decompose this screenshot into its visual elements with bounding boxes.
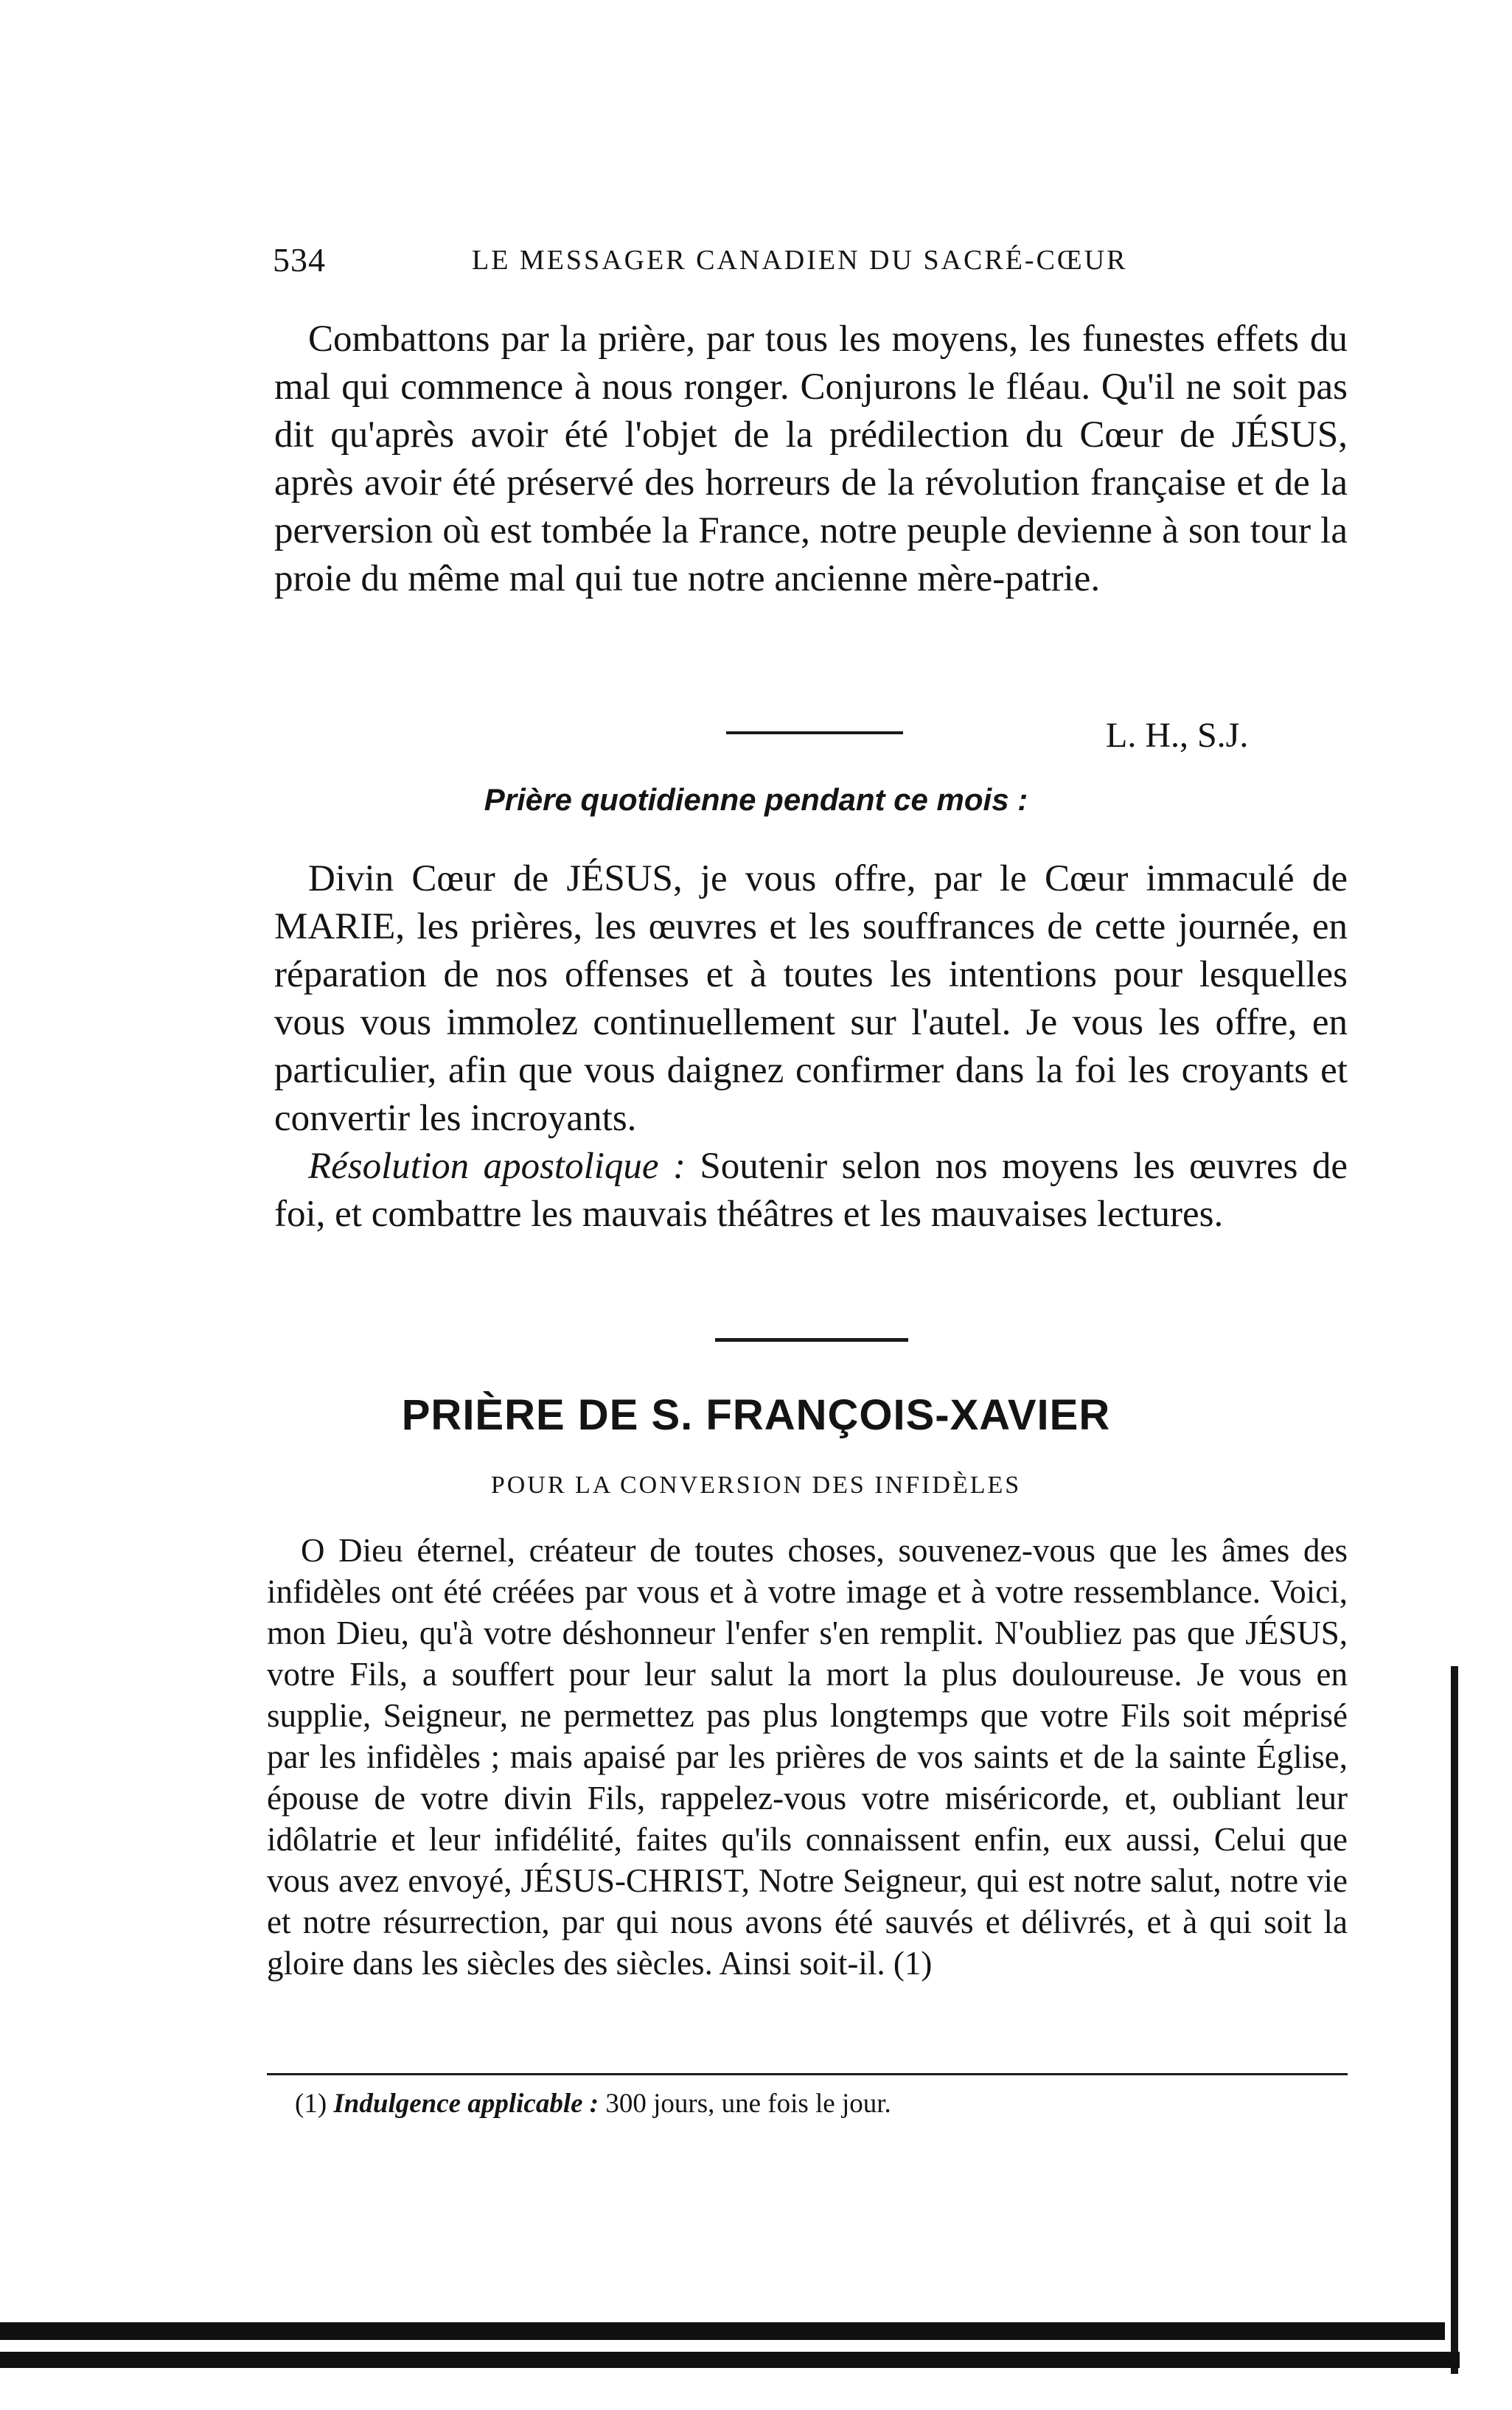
xavier-prayer-block [267,1530,1348,1984]
scan-bottom-border [0,2322,1445,2340]
resolution-paragraph [274,1143,1348,1239]
separator-rule-short [726,731,903,734]
daily-prayer-heading: Prière quotidienne pendant ce mois : [484,782,1028,817]
resolution-label: Résolution apostolique : [308,1146,686,1187]
conclusion-paragraph: Combattons par la prière, par tous les moyens, les funestes effets du mal qui commence à nous ronger. Conjurons le fléau. Qu'il ne soit pas dit qu'après avoir été l'objet de la prédilection du Cœur de JÉSUS, après avoir été préservé des horreurs de la révolution française et de la perversion où est tombée la France, notre peuple devienne à son tour la proie du même mal qui tue notre ancienne mère-patrie. [274,318,1348,599]
daily-prayer-text: Divin Cœur de JÉSUS, je vous offre, par le Cœur immaculé de MARIE, les prières, les œuvres et les souffrances de cette journée, en réparation de nos offenses et à toutes les intentions pour lesquelles vous vous immolez continuellement sur l'autel. Je vous les offre, en particulier, afin que vous daignez confirmer dans la foi les croyants et convertir les incroyants. [274,858,1348,1139]
author-signature: L. H., S.J. [1106,716,1249,755]
scan-bottom-border-lower [0,2352,1460,2368]
xavier-prayer-text: O Dieu éternel, créateur de toutes choses, souvenez-vous que les âmes des infidèles ont été créées par vous et à votre image et à votre ressemblance. Voici, mon Dieu, qu'à votre déshonneur l'enfer s'en remplit. N'oubliez pas que JÉSUS, votre Fils, a souffert pour leur salut la mort la plus douloureuse. Je vous en supplie, Seigneur, ne permettez pas plus longtemps que votre Fils soit méprisé par les infidèles ; mais apaisé par les prières de vos saints et de la sainte Église, épouse de votre divin Fils, rappelez-vous votre miséricorde, et, oubliant leur idôlatrie et leur infidélité, faites qu'ils connaissent enfin, eux aussi, Celui que vous avez envoyé, JÉSUS-CHRIST, Notre Seigneur, qui est notre salut, notre vie et notre résurrection, par qui nous avons été sauvés et délivrés, et à qui soit la gloire dans les siècles des siècles. Ainsi soit-il. (1) [267,1532,1348,1982]
page-header [0,234,1349,286]
running-title: LE MESSAGER CANADIEN DU SACRÉ-CŒUR [472,245,1128,276]
footnote [295,2085,1342,2123]
footnote-marker: (1) [295,2089,327,2119]
resolution-text: Soutenir selon nos moyens les œuvres de foi, et combattre les mauvais théâtres et les mauvaises lectures. [274,1146,1348,1235]
page-number: 534 [273,241,326,279]
footnote-rule [267,2073,1348,2075]
scan-edge-shadow [1451,1666,1458,2374]
xavier-prayer-title: PRIÈRE DE S. FRANÇOIS-XAVIER [401,1391,1111,1439]
separator-rule [715,1338,908,1342]
footnote-text: 300 jours, une fois le jour. [605,2089,891,2119]
xavier-prayer-subtitle: POUR LA CONVERSION DES INFIDÈLES [490,1472,1022,1499]
daily-prayer-block [274,855,1348,1239]
article-conclusion [274,316,1348,603]
footnote-label: Indulgence applicable : [333,2089,599,2119]
